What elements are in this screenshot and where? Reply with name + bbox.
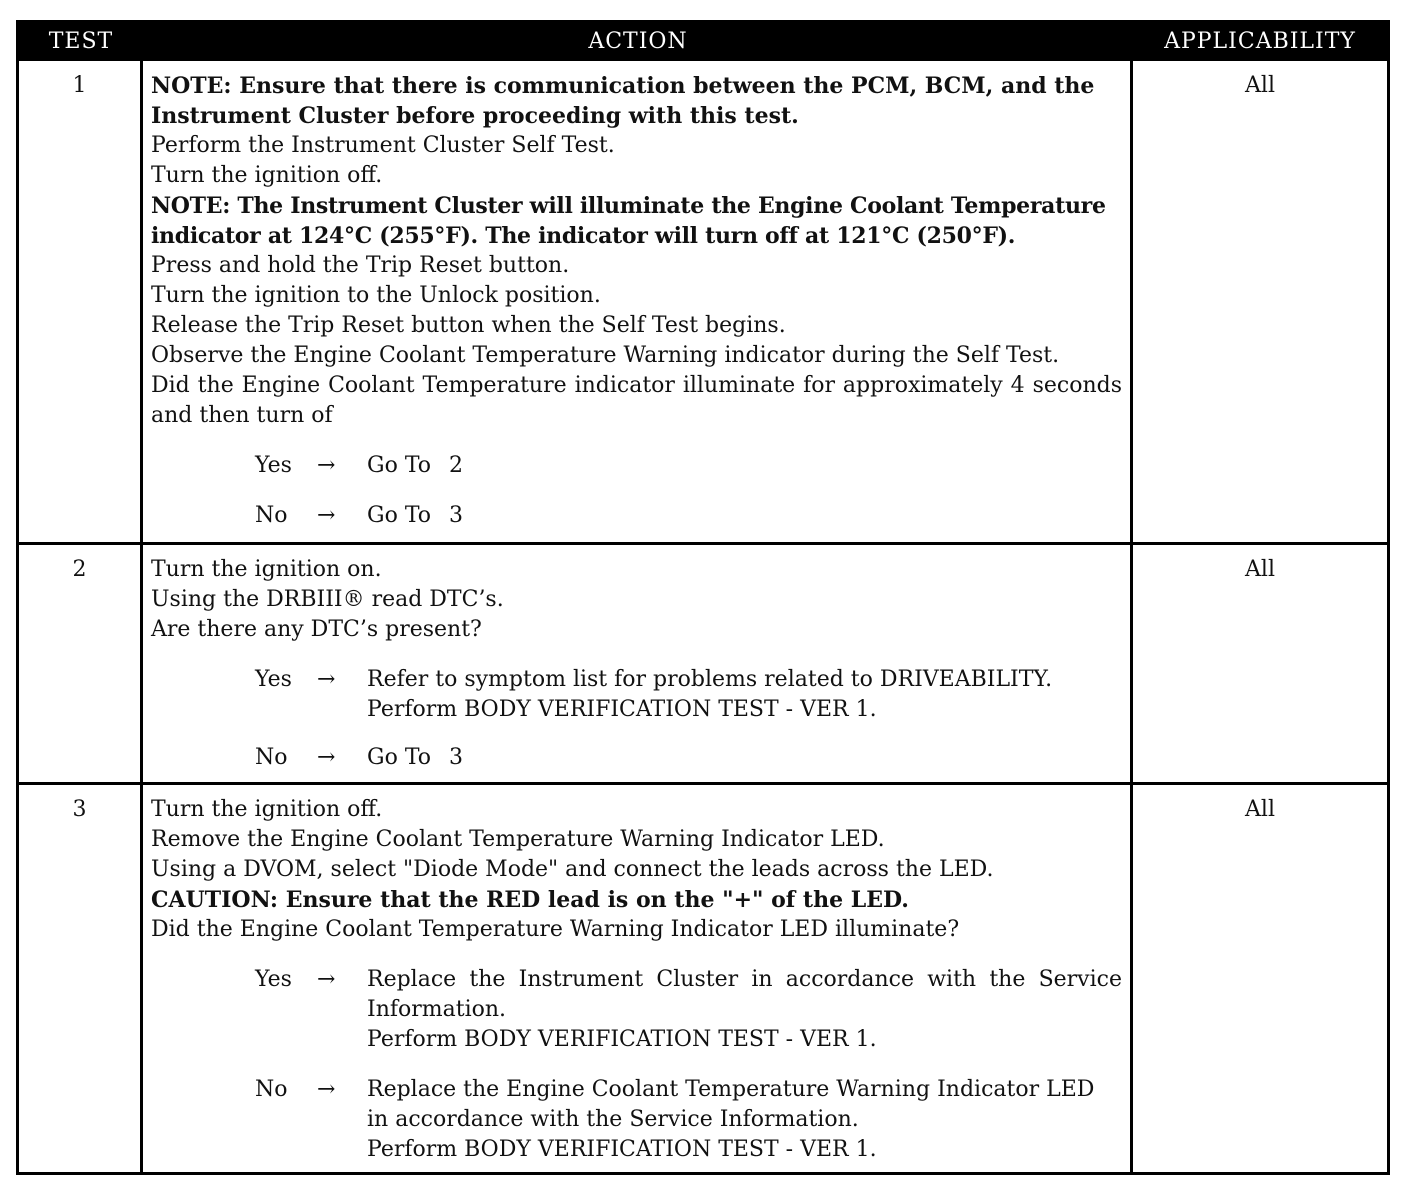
- result-yes: [151, 965, 1122, 1055]
- test-number: 1: [19, 61, 143, 542]
- action-line: Turn the ignition off.: [151, 797, 383, 822]
- arrow-icon: →: [317, 453, 336, 478]
- result-text: Replace the Instrument Cluster in accordance with the Service Information.: [367, 967, 1122, 1022]
- header-applicability: APPLICABILITY: [1164, 29, 1356, 54]
- result-key: No: [255, 1077, 288, 1102]
- table-row-1: [19, 61, 1387, 545]
- test-number: 2: [19, 545, 143, 782]
- note-temperature: NOTE: The Instrument Cluster will illuminate the Engine Coolant Temperature indicator at 124°C (255°F). The indicator will turn off at 121°C (250°F).: [151, 193, 1106, 249]
- action-line: Press and hold the Trip Reset button.: [151, 253, 570, 278]
- action-cell: [143, 785, 1133, 1172]
- header-test: TEST: [48, 29, 114, 54]
- result-text: Perform BODY VERIFICATION TEST - VER 1.: [367, 1137, 877, 1162]
- action-cell: [143, 61, 1133, 542]
- action-line: Remove the Engine Coolant Temperature Warning Indicator LED.: [151, 827, 885, 852]
- table-row-3: [19, 785, 1387, 1172]
- question: Did the Engine Coolant Temperature Warning Indicator LED illuminate?: [151, 917, 960, 942]
- arrow-icon: →: [317, 667, 336, 692]
- result-key: No: [255, 745, 288, 770]
- result-yes: [151, 665, 1122, 725]
- action-line: Turn the ignition on.: [151, 557, 382, 582]
- caution-note: CAUTION: Ensure that the RED lead is on the "+" of the LED.: [151, 887, 909, 913]
- result-no: [151, 743, 1122, 773]
- action-line: Using the DRBIII® read DTC’s.: [151, 587, 504, 612]
- table-header: [19, 23, 1387, 61]
- goto-number: 2: [449, 453, 464, 478]
- result-key: Yes: [255, 667, 292, 692]
- result-text: Perform BODY VERIFICATION TEST - VER 1.: [367, 697, 877, 722]
- action-cell: [143, 545, 1133, 782]
- result-no: [151, 501, 1122, 531]
- goto-number: 3: [449, 745, 464, 770]
- arrow-icon: →: [317, 967, 336, 992]
- result-no: [151, 1075, 1122, 1165]
- note-communication: NOTE: Ensure that there is communication between the PCM, BCM, and the Instrument Cluster before proceeding with this test.: [151, 73, 1095, 129]
- action-line: Turn the ignition off.: [151, 163, 383, 188]
- header-action: ACTION: [588, 29, 688, 54]
- action-line: Perform the Instrument Cluster Self Test.: [151, 133, 615, 158]
- applicability: All: [1245, 797, 1275, 822]
- result-text: Replace the Engine Coolant Temperature Warning Indicator LED in accordance with the Service Information.: [367, 1077, 1095, 1132]
- action-line: Turn the ignition to the Unlock position.: [151, 283, 601, 308]
- arrow-icon: →: [317, 745, 336, 770]
- result-key: No: [255, 503, 288, 528]
- applicability: All: [1245, 557, 1275, 582]
- action-line: Using a DVOM, select "Diode Mode" and connect the leads across the LED.: [151, 857, 994, 882]
- goto-label: Go To: [367, 453, 432, 478]
- question: Did the Engine Coolant Temperature indicator illuminate for approximately 4 seconds and then turn of: [151, 373, 1122, 428]
- arrow-icon: →: [317, 1077, 336, 1102]
- table-row-2: [19, 545, 1387, 785]
- result-yes: [151, 451, 1122, 481]
- action-line: Are there any DTC’s present?: [151, 617, 482, 642]
- goto-number: 3: [449, 503, 464, 528]
- result-key: Yes: [255, 967, 292, 992]
- action-line: Observe the Engine Coolant Temperature Warning indicator during the Self Test.: [151, 343, 1060, 368]
- arrow-icon: →: [317, 503, 336, 528]
- action-line: Release the Trip Reset button when the Self Test begins.: [151, 313, 786, 338]
- result-text: Refer to symptom list for problems related to DRIVEABILITY.: [367, 667, 1053, 692]
- goto-label: Go To: [367, 745, 432, 770]
- result-key: Yes: [255, 453, 292, 478]
- result-text: Perform BODY VERIFICATION TEST - VER 1.: [367, 1027, 877, 1052]
- applicability: All: [1245, 73, 1275, 98]
- diagnostic-table: [16, 20, 1390, 1175]
- test-number: 3: [19, 785, 143, 1172]
- goto-label: Go To: [367, 503, 432, 528]
